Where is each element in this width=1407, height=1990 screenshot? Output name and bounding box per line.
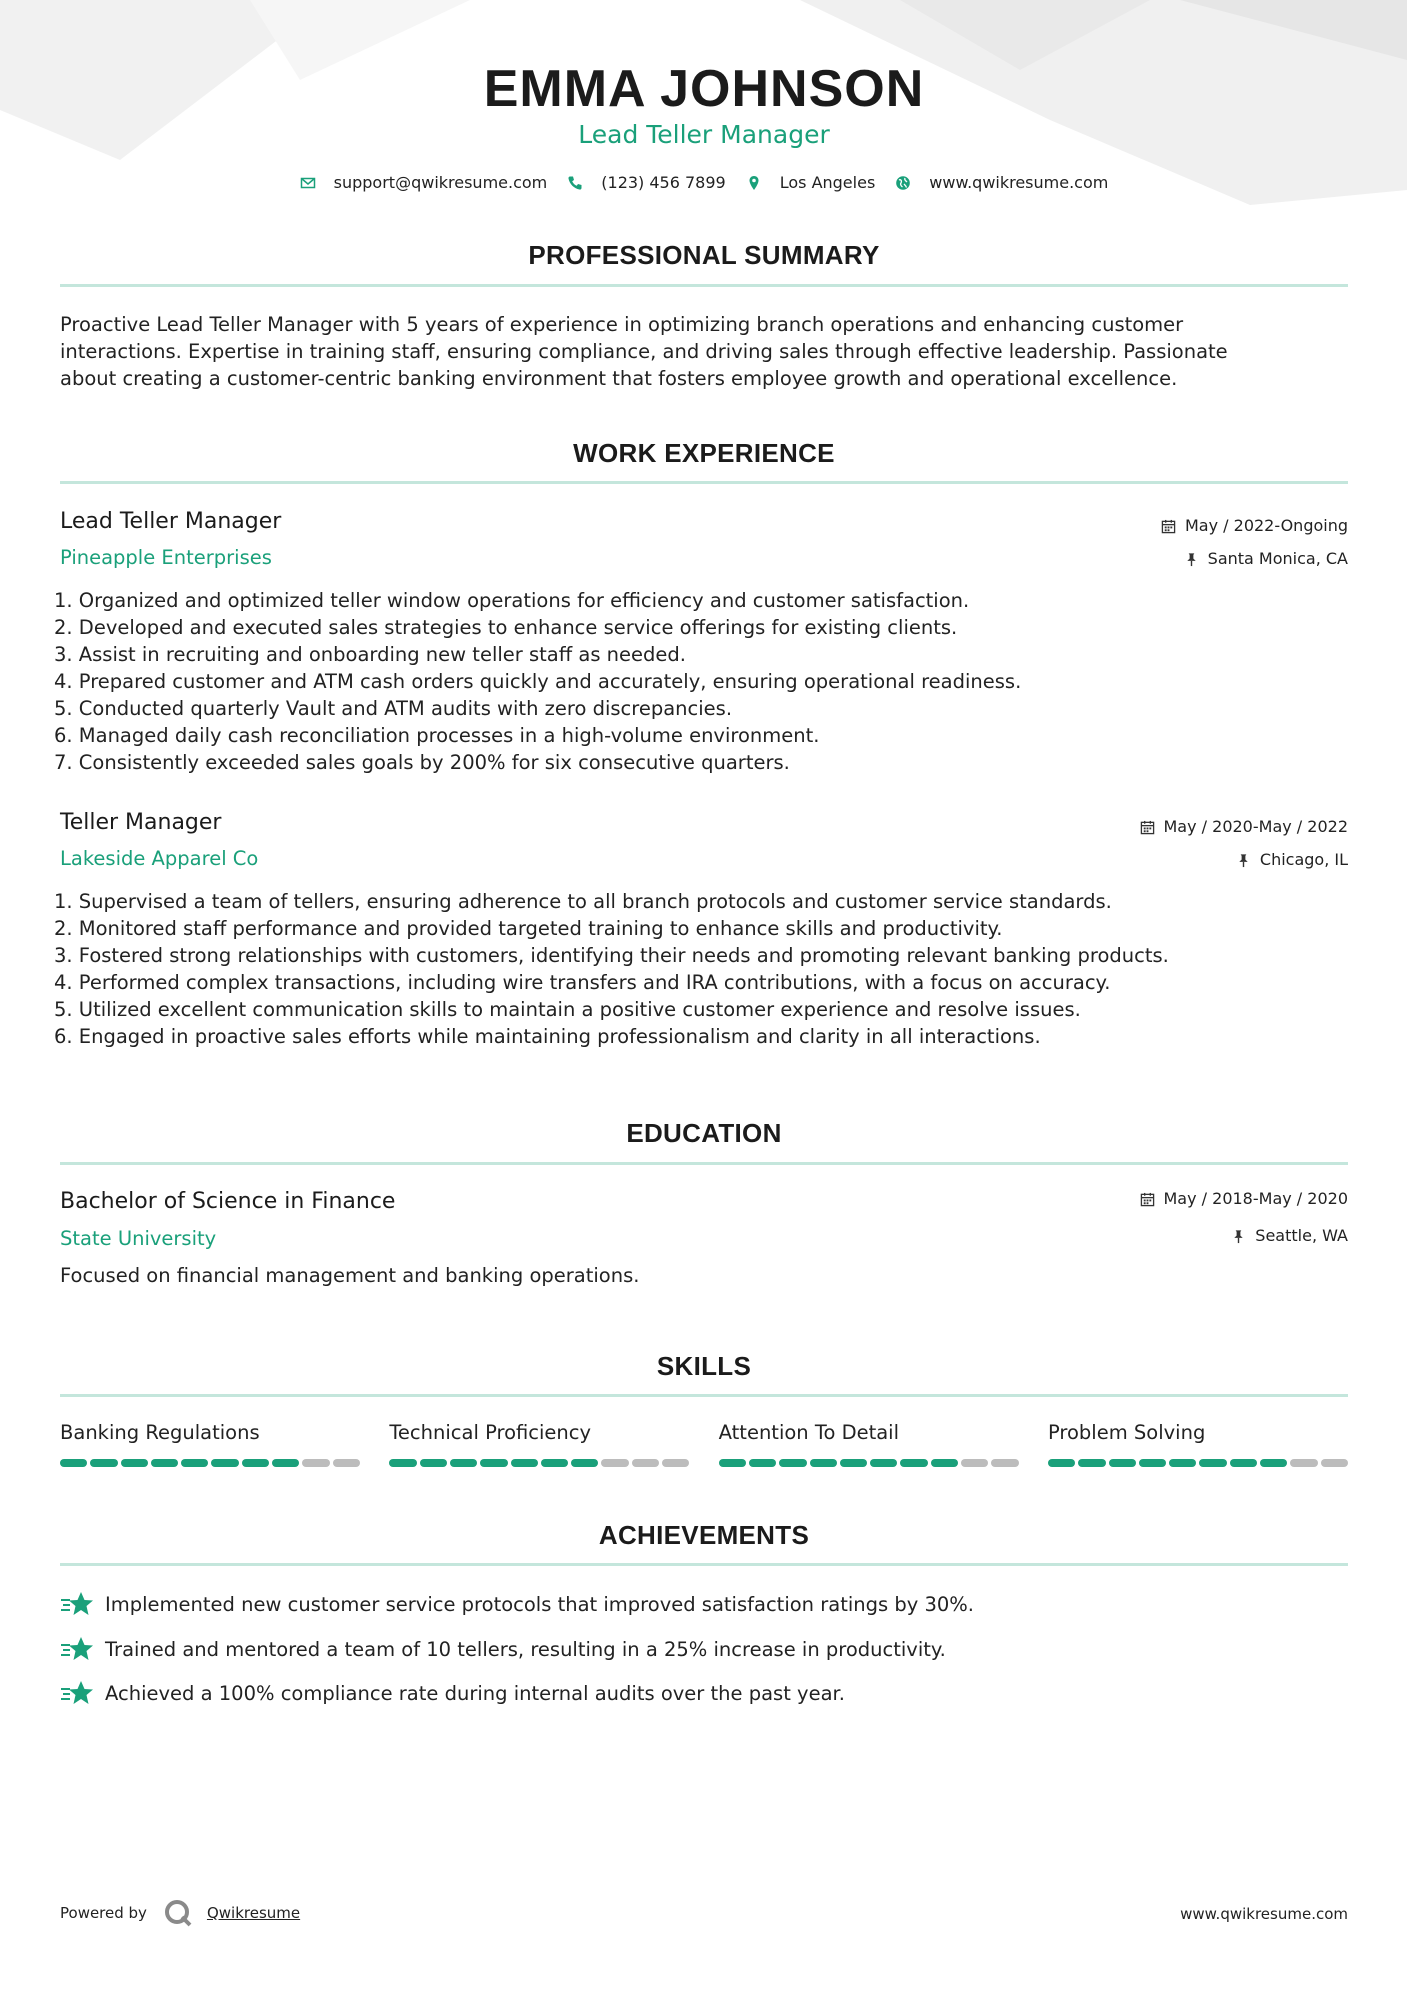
skill-rating-bar	[60, 1459, 360, 1467]
achievement-text: Implemented new customer service protocols that improved satisfaction ratings by 30%.	[105, 1592, 975, 1616]
envelope-icon	[300, 175, 316, 191]
pushpin-icon	[1184, 552, 1199, 567]
map-pin-icon	[746, 175, 762, 191]
skill-rating-segment	[1290, 1459, 1317, 1467]
contact-website[interactable]	[895, 172, 1108, 194]
job-company: Pineapple Enterprises	[60, 546, 272, 569]
skill-rating-segment	[1048, 1459, 1075, 1467]
education-description: Focused on financial management and banking operations.	[60, 1264, 640, 1287]
contact-phone-text: (123) 456 7899	[601, 173, 726, 192]
job-dates-text: May / 2022-Ongoing	[1185, 516, 1348, 535]
contact-location-text: Los Angeles	[779, 173, 876, 192]
qwikresume-link[interactable]: Qwikresume	[206, 1904, 301, 1922]
education-location	[1231, 1225, 1348, 1247]
calendar-icon	[1140, 1192, 1155, 1207]
skill-rating-segment	[1109, 1459, 1136, 1467]
skill-rating-segment	[1230, 1459, 1257, 1467]
school-name: State University	[60, 1227, 217, 1250]
skill-rating-bar	[1048, 1459, 1348, 1467]
skill-item	[389, 1419, 689, 1467]
contact-bar	[60, 172, 1348, 194]
skill-rating-segment	[60, 1459, 87, 1467]
summary-heading: PROFESSIONAL SUMMARY	[528, 240, 880, 270]
skill-rating-segment	[302, 1459, 329, 1467]
contact-email-text: support@qwikresume.com	[333, 173, 548, 192]
skills-grid	[60, 1419, 1348, 1467]
skill-rating-bar	[719, 1459, 1019, 1467]
list-item: 6. Managed daily cash reconciliation processes in a high-volume environment.	[54, 724, 820, 747]
skill-rating-segment	[1169, 1459, 1196, 1467]
star-icon	[60, 1679, 94, 1707]
phone-icon	[567, 175, 583, 191]
skill-rating-segment	[389, 1459, 416, 1467]
experience-divider	[60, 481, 1348, 484]
list-item: 2. Developed and executed sales strategies to enhance service offerings for existing clients.	[54, 616, 958, 639]
skill-name: Attention To Detail	[718, 1421, 900, 1444]
pushpin-icon	[1231, 1229, 1246, 1244]
education-heading: EDUCATION	[626, 1118, 782, 1148]
skill-rating-segment	[90, 1459, 117, 1467]
summary-text	[60, 311, 1348, 392]
skill-rating-segment	[1321, 1459, 1348, 1467]
list-item: 5. Conducted quarterly Vault and ATM audits with zero discrepancies.	[54, 697, 733, 720]
summary-line: interactions. Expertise in training staff, ensuring compliance, and driving sales through effective leadership. Passionate	[60, 340, 1228, 363]
skill-rating-segment	[1199, 1459, 1226, 1467]
skill-rating-segment	[480, 1459, 507, 1467]
list-item: 3. Assist in recruiting and onboarding new teller staff as needed.	[54, 643, 686, 666]
list-item: 1. Organized and optimized teller window operations for efficiency and customer satisfaction.	[54, 589, 970, 612]
skill-rating-segment	[541, 1459, 568, 1467]
list-item: 6. Engaged in proactive sales efforts while maintaining professionalism and clarity in all interactions.	[54, 1025, 1041, 1048]
job-location	[1236, 849, 1348, 871]
job-location	[1184, 548, 1348, 570]
contact-location	[746, 172, 876, 194]
job-dates	[1140, 816, 1349, 838]
skill-rating-segment	[211, 1459, 238, 1467]
skill-rating-segment	[420, 1459, 447, 1467]
star-icon	[60, 1635, 94, 1663]
achievement-text: Trained and mentored a team of 10 tellers, resulting in a 25% increase in productivity.	[105, 1637, 946, 1661]
achievement-item	[60, 1635, 946, 1663]
skill-rating-segment	[961, 1459, 988, 1467]
calendar-icon	[1140, 820, 1155, 835]
calendar-icon	[1161, 519, 1176, 534]
candidate-title: Lead Teller Manager	[578, 120, 830, 149]
contact-phone[interactable]	[567, 172, 725, 194]
skill-rating-segment	[571, 1459, 598, 1467]
skill-name: Technical Proficiency	[389, 1421, 592, 1444]
list-item: 4. Prepared customer and ATM cash orders quickly and accurately, ensuring operational readiness.	[54, 670, 1022, 693]
globe-icon	[895, 175, 911, 191]
skill-rating-segment	[810, 1459, 837, 1467]
skill-rating-segment	[719, 1459, 746, 1467]
education-divider	[60, 1162, 1348, 1165]
skill-rating-segment	[333, 1459, 360, 1467]
skill-rating-segment	[662, 1459, 689, 1467]
skill-rating-segment	[900, 1459, 927, 1467]
powered-by-label: Powered by	[60, 1904, 147, 1922]
skill-rating-bar	[389, 1459, 689, 1467]
skill-rating-segment	[1078, 1459, 1105, 1467]
skill-rating-segment	[1260, 1459, 1287, 1467]
star-icon	[60, 1590, 94, 1618]
education-dates	[1140, 1188, 1349, 1210]
job-dates-text: May / 2020-May / 2022	[1163, 817, 1348, 836]
list-item: 2. Monitored staff performance and provided targeted training to enhance skills and productivity.	[54, 917, 1003, 940]
skill-item	[60, 1419, 360, 1467]
achievement-item	[60, 1679, 845, 1707]
list-item: 7. Consistently exceeded sales goals by 200% for six consecutive quarters.	[54, 751, 790, 774]
skill-rating-segment	[272, 1459, 299, 1467]
experience-heading: WORK EXPERIENCE	[573, 438, 835, 468]
skill-name: Banking Regulations	[60, 1421, 260, 1444]
education-location-text: Seattle, WA	[1255, 1226, 1348, 1245]
job-bullets	[54, 888, 1348, 1050]
skill-rating-segment	[749, 1459, 776, 1467]
job-location-text: Chicago, IL	[1259, 850, 1348, 869]
job-title: Lead Teller Manager	[60, 509, 282, 534]
skill-rating-segment	[991, 1459, 1018, 1467]
skill-rating-segment	[840, 1459, 867, 1467]
skills-heading: SKILLS	[656, 1351, 752, 1381]
summary-divider	[60, 284, 1348, 287]
skills-divider	[60, 1394, 1348, 1397]
skill-rating-segment	[121, 1459, 148, 1467]
achievement-item	[60, 1590, 974, 1618]
skill-rating-segment	[870, 1459, 897, 1467]
education-dates-text: May / 2018-May / 2020	[1163, 1189, 1348, 1208]
candidate-name: EMMA JOHNSON	[483, 60, 925, 118]
list-item: 5. Utilized excellent communication skills to maintain a positive customer experience and resolve issues.	[54, 998, 1081, 1021]
footer-powered-by	[60, 1898, 300, 1928]
skill-item	[719, 1419, 1019, 1467]
achievement-text: Achieved a 100% compliance rate during internal audits over the past year.	[105, 1681, 845, 1705]
skill-item	[1048, 1419, 1348, 1467]
list-item: 4. Performed complex transactions, including wire transfers and IRA contributions, with a focus on accuracy.	[54, 971, 1111, 994]
footer-website[interactable]: www.qwikresume.com	[1180, 1905, 1348, 1923]
qwikresume-logo-icon	[163, 1898, 193, 1928]
job-location-text: Santa Monica, CA	[1207, 549, 1348, 568]
summary-line: about creating a customer-centric banking environment that fosters employee growth and operational excellence.	[60, 367, 1178, 390]
achievements-heading: ACHIEVEMENTS	[598, 1520, 810, 1550]
list-item: 3. Fostered strong relationships with customers, identifying their needs and promoting relevant banking products.	[54, 944, 1169, 967]
job-bullets	[54, 587, 1348, 776]
contact-website-text: www.qwikresume.com	[929, 173, 1109, 192]
skill-rating-segment	[1139, 1459, 1166, 1467]
contact-email[interactable]	[300, 172, 548, 194]
pushpin-icon	[1236, 853, 1251, 868]
skill-rating-segment	[601, 1459, 628, 1467]
skill-rating-segment	[450, 1459, 477, 1467]
skill-rating-segment	[511, 1459, 538, 1467]
job-title: Teller Manager	[60, 810, 222, 835]
skill-rating-segment	[931, 1459, 958, 1467]
job-company: Lakeside Apparel Co	[60, 847, 259, 870]
skill-rating-segment	[181, 1459, 208, 1467]
skill-rating-segment	[151, 1459, 178, 1467]
skill-rating-segment	[632, 1459, 659, 1467]
achievements-divider	[60, 1563, 1348, 1566]
list-item: 1. Supervised a team of tellers, ensuring adherence to all branch protocols and customer service standards.	[54, 890, 1112, 913]
degree-title: Bachelor of Science in Finance	[60, 1189, 396, 1214]
summary-line: Proactive Lead Teller Manager with 5 years of experience in optimizing branch operations and enhancing customer	[60, 313, 1184, 336]
skill-rating-segment	[779, 1459, 806, 1467]
skill-name: Problem Solving	[1047, 1421, 1206, 1444]
job-dates	[1161, 515, 1348, 537]
skill-rating-segment	[242, 1459, 269, 1467]
